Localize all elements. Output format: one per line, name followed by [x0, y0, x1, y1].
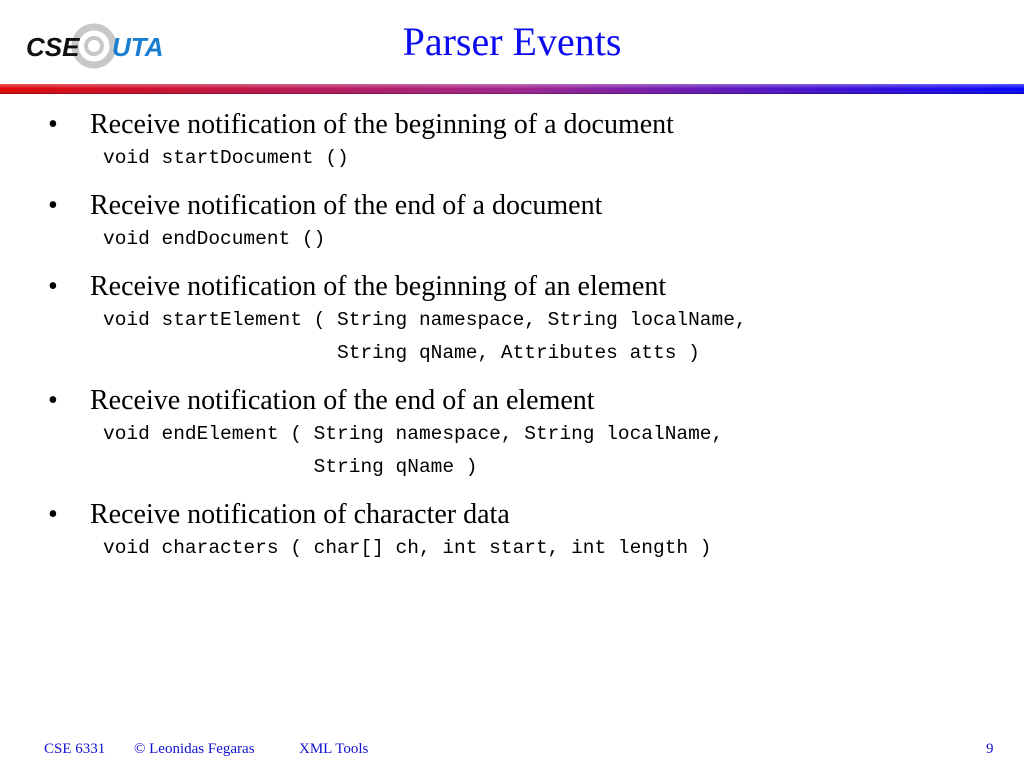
slide-content	[48, 108, 1008, 579]
bullet-text: Receive notification of character data	[90, 499, 510, 530]
bullet-marker: •	[48, 385, 58, 416]
svg-text:UTA: UTA	[112, 32, 164, 62]
code-signature: void startDocument ()	[103, 147, 349, 169]
code-signature: void endElement ( String namespace, String localName,	[103, 423, 724, 445]
slide-footer	[0, 741, 1024, 761]
bullet-item	[48, 498, 1008, 565]
code-signature-continuation: String qName, Attributes atts )	[103, 342, 700, 364]
bullet-text: Receive notification of the end of an element	[90, 385, 595, 416]
bullet-text: Receive notification of the end of a document	[90, 190, 603, 221]
bullet-item	[48, 189, 1008, 256]
code-signature: void endDocument ()	[103, 228, 326, 250]
code-signature: void startElement ( String namespace, String localName,	[103, 309, 747, 331]
slide-title: Parser Events	[402, 19, 622, 64]
footer-page-number: 9	[986, 741, 994, 757]
svg-text:CSE: CSE	[26, 32, 80, 62]
bullet-marker: •	[48, 190, 58, 221]
bullet-marker: •	[48, 499, 58, 530]
bullet-marker: •	[48, 271, 58, 302]
bullet-marker: •	[48, 109, 58, 140]
bullet-item	[48, 108, 1008, 175]
code-signature: void characters ( char[] ch, int start, int length )	[103, 537, 712, 559]
bullet-item	[48, 270, 1008, 370]
bullet-text: Receive notification of the beginning of a document	[90, 109, 674, 140]
title-rule-divider	[0, 84, 1024, 94]
bullet-item	[48, 384, 1008, 484]
footer-course: CSE 6331	[44, 741, 106, 757]
footer-topic: XML Tools	[299, 741, 369, 757]
code-signature-continuation: String qName )	[103, 456, 478, 478]
footer-author: © Leonidas Fegaras	[134, 741, 255, 757]
bullet-text: Receive notification of the beginning of an element	[90, 271, 667, 302]
